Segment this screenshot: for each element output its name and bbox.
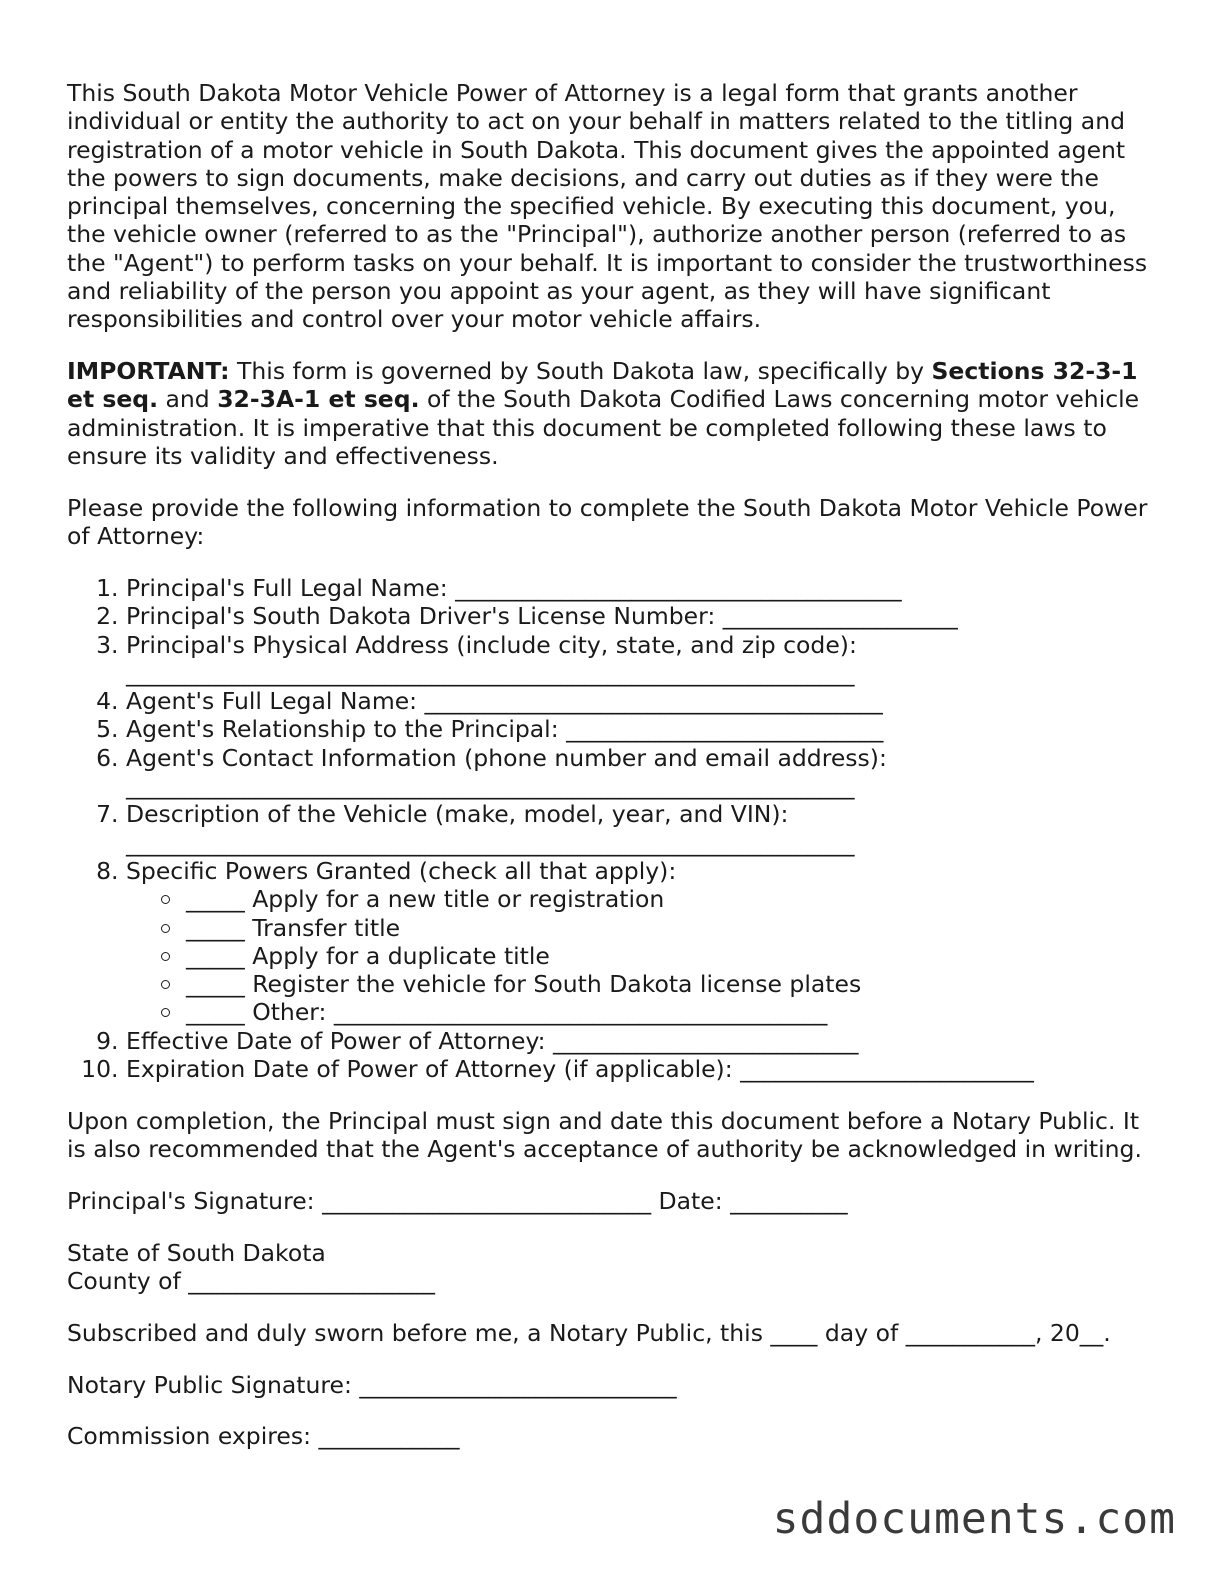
watermark-text: sddocuments.com [772, 1494, 1176, 1544]
field-vehicle-description-line[interactable]: ______________________________________________________________ [126, 828, 855, 857]
instructions-paragraph: Please provide the following information to complete the South Dakota Motor Vehicle Power of Attorney: [67, 493, 1148, 551]
section-reference-1: Sections 32-3-1 et seq. [67, 357, 1138, 414]
field-principal-address[interactable] [126, 631, 1157, 688]
jurisdiction-block [67, 1239, 1157, 1296]
field-agent-name[interactable] [126, 687, 1157, 715]
section-reference-2: 32-3A-1 et seq. [217, 385, 420, 414]
important-label: IMPORTANT: [67, 357, 230, 386]
field-principal-name-label: Principal's Full Legal Name: ______________________________________ [126, 573, 902, 602]
field-agent-relationship-label: Agent's Relationship to the Principal: ___________________________ [126, 715, 884, 744]
important-paragraph [67, 357, 1157, 470]
important-text-3: of the South Dakota Codified Laws concerning motor vehicle administration. It is imperative that this document be completed following these laws to ensure its validity and effectiveness. [67, 385, 1140, 471]
field-principal-license[interactable] [126, 602, 1157, 630]
field-vehicle-description[interactable] [126, 800, 1157, 857]
power-duplicate-title[interactable]: _____ Apply for a duplicate title [186, 942, 1157, 970]
power-new-title[interactable]: _____ Apply for a new title or registration [186, 885, 1157, 913]
principal-signature-line[interactable]: Principal's Signature: ____________________________ Date: __________ [67, 1186, 848, 1215]
powers-list [126, 885, 1157, 1026]
field-expiration-date[interactable] [126, 1055, 1157, 1083]
field-effective-date[interactable] [126, 1027, 1157, 1055]
notary-signature-line[interactable]: Notary Public Signature: ___________________________ [67, 1370, 677, 1399]
field-specific-powers [126, 857, 1157, 1027]
commission-expires-line[interactable]: Commission expires: ____________ [67, 1422, 460, 1451]
field-agent-name-label: Agent's Full Legal Name: _______________________________________ [126, 687, 883, 716]
county-line[interactable]: County of _____________________ [67, 1266, 436, 1295]
field-expiration-date-label: Expiration Date of Power of Attorney (if applicable): _________________________ [126, 1055, 1034, 1083]
field-principal-address-label: Principal's Physical Address (include city, state, and zip code): [126, 630, 857, 659]
field-agent-contact-label: Agent's Contact Information (phone number and email address): [126, 743, 887, 772]
sworn-statement-line[interactable]: Subscribed and duly sworn before me, a Notary Public, this ____ day of ___________, 20__. [67, 1318, 1111, 1347]
field-agent-contact[interactable] [126, 744, 1157, 801]
field-principal-address-line[interactable]: ______________________________________________________________ [126, 658, 855, 687]
state-line: State of South Dakota [67, 1238, 326, 1267]
completion-paragraph: Upon completion, the Principal must sign and date this document before a Notary Public. It is also recommended that the Agent's acceptance of authority be acknowledged in writing. [67, 1106, 1142, 1164]
field-principal-name[interactable] [126, 574, 1157, 602]
field-principal-license-label: Principal's South Dakota Driver's License Number: ____________________ [126, 602, 958, 631]
field-vehicle-description-label: Description of the Vehicle (make, model, year, and VIN): [126, 800, 789, 829]
field-agent-relationship[interactable] [126, 715, 1157, 743]
field-specific-powers-label: Specific Powers Granted (check all that apply): [126, 856, 677, 885]
field-agent-contact-line[interactable]: ______________________________________________________________ [126, 772, 855, 801]
field-effective-date-label: Effective Date of Power of Attorney: __________________________ [126, 1026, 859, 1055]
intro-paragraph: This South Dakota Motor Vehicle Power of Attorney is a legal form that grants another individual or entity the authority to act on your behalf in matters related to the titling and registration of a motor vehicle in South Dakota. This document gives the appointed agent the powers to sign documents, make decisions, and carry out duties as if they were the principal themselves, concerning the specified vehicle. By executing this document, you, the vehicle owner (referred to as the "Principal"), authorize another person (referred to as the "Agent") to perform tasks on your behalf. It is important to consider the trustworthiness and reliability of the person you appoint as your agent, as they will have significant responsibilities and control over your motor vehicle affairs. [67, 79, 1148, 334]
document-page [67, 79, 1157, 1474]
important-text-1: This form is governed by South Dakota law, specifically by [229, 357, 932, 386]
important-text-2: and [158, 385, 218, 414]
power-other[interactable]: _____ Other: __________________________________________ [186, 998, 1157, 1026]
form-fields-list [67, 574, 1157, 1083]
power-register-plates[interactable]: _____ Register the vehicle for South Dakota license plates [186, 970, 1157, 998]
power-transfer-title[interactable]: _____ Transfer title [186, 914, 1157, 942]
